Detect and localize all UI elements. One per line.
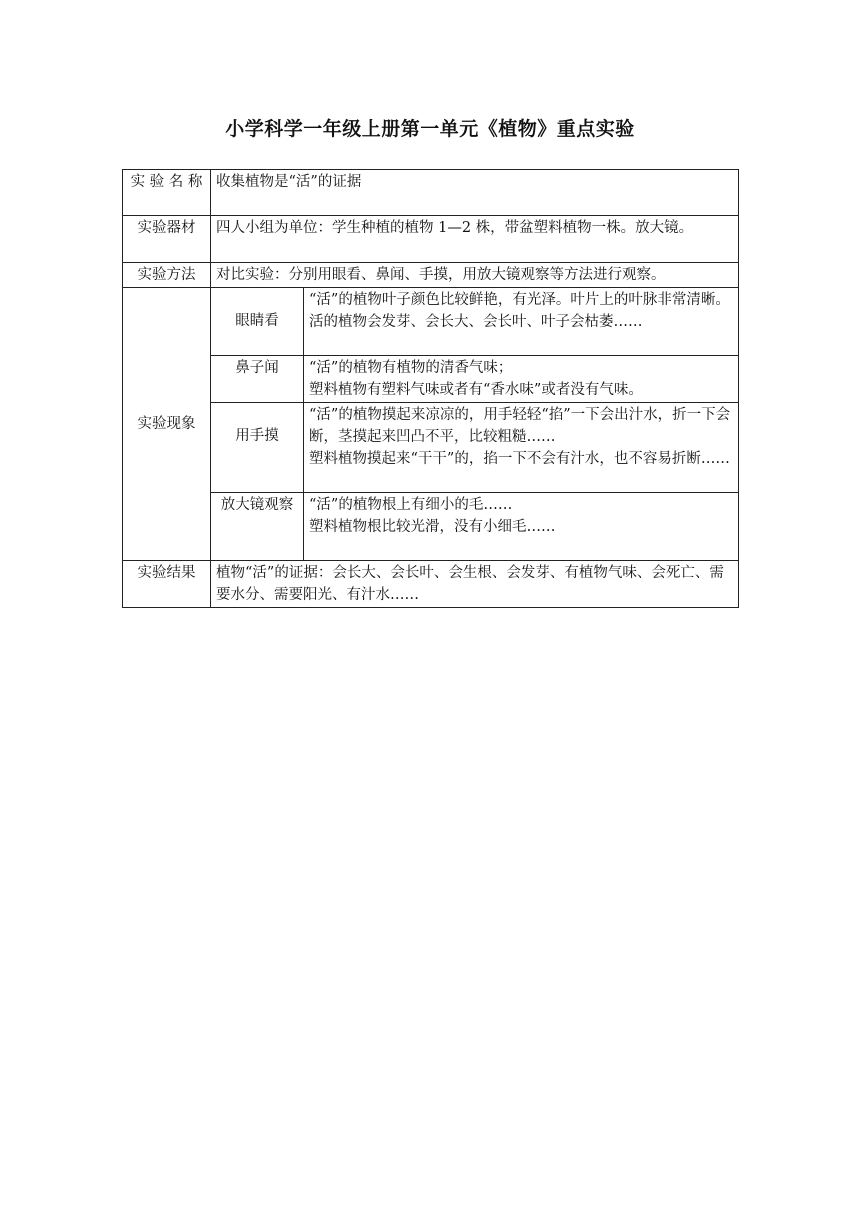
touch-content [304,403,739,493]
table-row-phenomenon-look [123,288,739,356]
look-line: “活”的植物叶子颜色比较鲜艳，有光泽。叶片上的叶脉非常清晰。活的植物会发芽、会长大、会长叶、叶子会枯萎…… [309,292,730,330]
look-label: 眼睛看 [211,288,304,356]
equipment-label: 实验器材 [123,216,211,263]
method-content: 对比实验：分别用眼看、鼻闻、手摸，用放大镜观察等方法进行观察。 [211,263,739,288]
name-content: 收集植物是“活”的证据 [211,170,739,216]
smell-content [304,356,739,403]
look-content [304,288,739,356]
experiment-table [122,169,739,608]
magnifier-line-live: “活”的植物根上有细小的毛…… [309,497,513,513]
name-label: 实 验 名 称 [123,170,211,216]
table-row-result [123,561,739,608]
magnifier-label: 放大镜观察 [211,493,304,561]
smell-label: 鼻子闻 [211,356,304,403]
page-title: 小学科学一年级上册第一单元《植物》重点实验 [225,118,635,140]
result-label: 实验结果 [123,561,211,608]
table-row-method [123,263,739,288]
magnifier-content [304,493,739,561]
touch-line-plastic: 塑料植物摸起来“干干”的，掐一下不会有汁水，也不容易折断…… [309,451,730,467]
touch-label: 用手摸 [211,403,304,493]
method-label: 实验方法 [123,263,211,288]
smell-line-live: “活”的植物有植物的清香气味； [309,360,513,376]
table-row-name [123,170,739,216]
magnifier-line-plastic: 塑料植物根比较光滑，没有小细毛…… [309,519,556,535]
equipment-content: 四人小组为单位：学生种植的植物 1—2 株，带盆塑料植物一株。放大镜。 [211,216,739,263]
table-row-phenomenon-touch [123,403,739,493]
table-row-phenomenon-magnifier [123,493,739,561]
table-row-phenomenon-smell [123,356,739,403]
smell-line-plastic: 塑料植物有塑料气味或者有“香水味”或者没有气味。 [309,382,643,398]
phenomenon-label: 实验现象 [123,288,211,561]
table-row-equipment [123,216,739,263]
touch-line-live: “活”的植物摸起来凉凉的，用手轻轻“掐”一下会出汁水，折一下会断，茎摸起来凹凸不平，比较粗糙…… [309,407,731,445]
result-content: 植物“活”的证据：会长大、会长叶、会生根、会发芽、有植物气味、会死亡、需要水分、需要阳光、有汁水…… [211,561,739,608]
